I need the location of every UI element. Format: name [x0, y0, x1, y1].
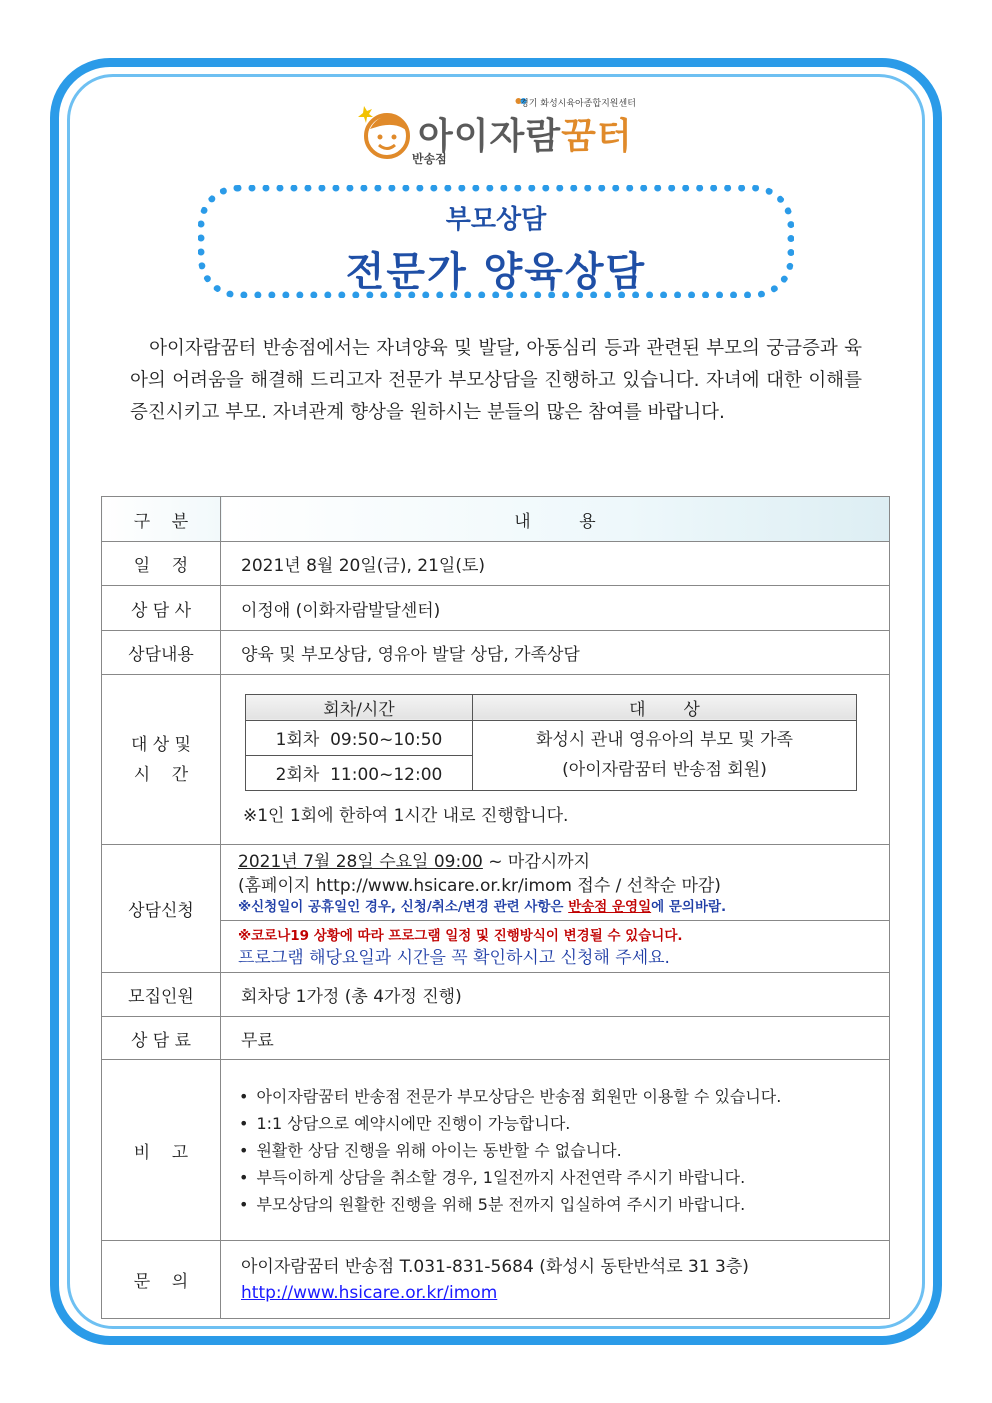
list-item: • 1:1 상담으로 예약시에만 진행이 가능합니다.	[241, 1110, 889, 1137]
target-cell	[221, 675, 890, 845]
header-label: 구 분	[102, 497, 221, 542]
table-row	[102, 973, 890, 1017]
recruit-value: 회차당 1가정 (총 4가정 진행)	[221, 973, 890, 1017]
table-row	[102, 1060, 890, 1241]
table-row	[102, 845, 890, 921]
intro-paragraph: 아이자람꿈터 반송점에서는 자녀양육 및 발달, 아동심리 등과 관련된 부모의 궁금증과 육아의 어려움을 해결해 드리고자 전문가 부모상담을 진행하고 있습니다. 자녀에 대한 이해를 증진시키고 부모. 자녀관계 향상을 원하시는 분들의 많은 참여를 바랍니다.	[130, 338, 862, 423]
info-table	[101, 496, 890, 1319]
page-subtitle: 부모상담	[445, 205, 547, 235]
contact-link[interactable]: http://www.hsicare.or.kr/imom	[241, 1282, 498, 1303]
logo-branch: 반송점	[412, 152, 447, 166]
contact-cell	[221, 1241, 890, 1319]
table-row	[102, 542, 890, 586]
remarks-list	[225, 1083, 889, 1218]
apply-cell: 2021년 7월 28일 수요일 09:00 ~ 마감시까지 (홈페이지 http://www.hsicare.or.kr/imom 접수 / 선착순 마감) ※신청일이 공휴일인 경우, 신청/취소/변경 관련 사항은 반송점 운영일에 문의바람.	[221, 845, 890, 921]
remarks-cell	[221, 1060, 890, 1241]
content-label: 상담내용	[102, 631, 221, 675]
counselor-value: 이정애 (이화자람발달센터)	[221, 586, 890, 631]
target-note: ※1인 1회에 한하여 1시간 내로 진행합니다.	[243, 805, 569, 826]
apply-notice-cell	[221, 921, 890, 973]
contact-label: 문 의	[102, 1241, 221, 1319]
apply-note: ※신청일이 공휴일인 경우, 신청/취소/변경 관련 사항은 반송점 운영일에 문의바람.	[238, 898, 727, 915]
page-title: 전문가 양육상담	[345, 249, 647, 295]
fee-label: 상 담 료	[102, 1017, 221, 1060]
table-row	[102, 631, 890, 675]
session-1: 1회차 09:50~10:50	[246, 720, 473, 755]
list-item: • 부득이하게 상담을 취소할 경우, 1일전까지 사전연락 주시기 바랍니다.	[241, 1164, 889, 1191]
logo	[350, 90, 650, 170]
session-table	[245, 694, 857, 791]
remarks-label: 비 고	[102, 1060, 221, 1241]
logo-org: 경기 화성시육아종합지원센터	[520, 99, 636, 109]
apply-web: (홈페이지 http://www.hsicare.or.kr/imom 접수 / 선착순 마감)	[238, 875, 721, 896]
list-item: • 부모상담의 원활한 진행을 위해 5분 전까지 입실하여 주시기 바랍니다.	[241, 1191, 889, 1218]
session-head-target: 대 상	[473, 694, 857, 720]
schedule-value: 2021년 8월 20일(금), 21일(토)	[221, 542, 890, 586]
table-header-row	[102, 497, 890, 542]
table-row	[102, 586, 890, 631]
apply-covid: ※코로나19 상황에 따라 프로그램 일정 및 진행방식이 변경될 수 있습니다.	[238, 927, 683, 944]
fee-value: 무료	[221, 1017, 890, 1060]
recruit-label: 모집인원	[102, 973, 221, 1017]
table-row	[102, 1241, 890, 1319]
contact-value: 아이자람꿈터 반송점 T.031-831-5684 (화성시 동탄반석로 31 3층)	[241, 1256, 749, 1277]
counselor-label: 상 담 사	[102, 586, 221, 631]
schedule-label: 일 정	[102, 542, 221, 586]
logo-name: 아이자람꿈터	[418, 116, 633, 157]
session-target: 화성시 관내 영유아의 부모 및 가족 (아이자람꿈터 반송점 회원)	[473, 720, 857, 790]
table-row	[102, 675, 890, 845]
session-head-time: 회차/시간	[246, 694, 473, 720]
target-label: 대 상 및 시 간	[102, 675, 221, 845]
content-value: 양육 및 부모상담, 영유아 발달 상담, 가족상담	[221, 631, 890, 675]
session-2: 2회차 11:00~12:00	[246, 755, 473, 790]
apply-label: 상담신청	[102, 845, 221, 973]
table-row	[102, 921, 890, 973]
header-content: 내 용	[221, 497, 890, 542]
table-row	[102, 1017, 890, 1060]
apply-check: 프로그램 해당요일과 시간을 꼭 확인하시고 신청해 주세요.	[238, 947, 670, 968]
logo-face-icon	[358, 104, 414, 160]
list-item: • 원활한 상담 진행을 위해 아이는 동반할 수 없습니다.	[241, 1137, 889, 1164]
list-item: • 아이자람꿈터 반송점 전문가 부모상담은 반송점 회원만 이용할 수 있습니다.	[241, 1083, 889, 1110]
apply-date: 2021년 7월 28일 수요일 09:00	[238, 851, 483, 872]
